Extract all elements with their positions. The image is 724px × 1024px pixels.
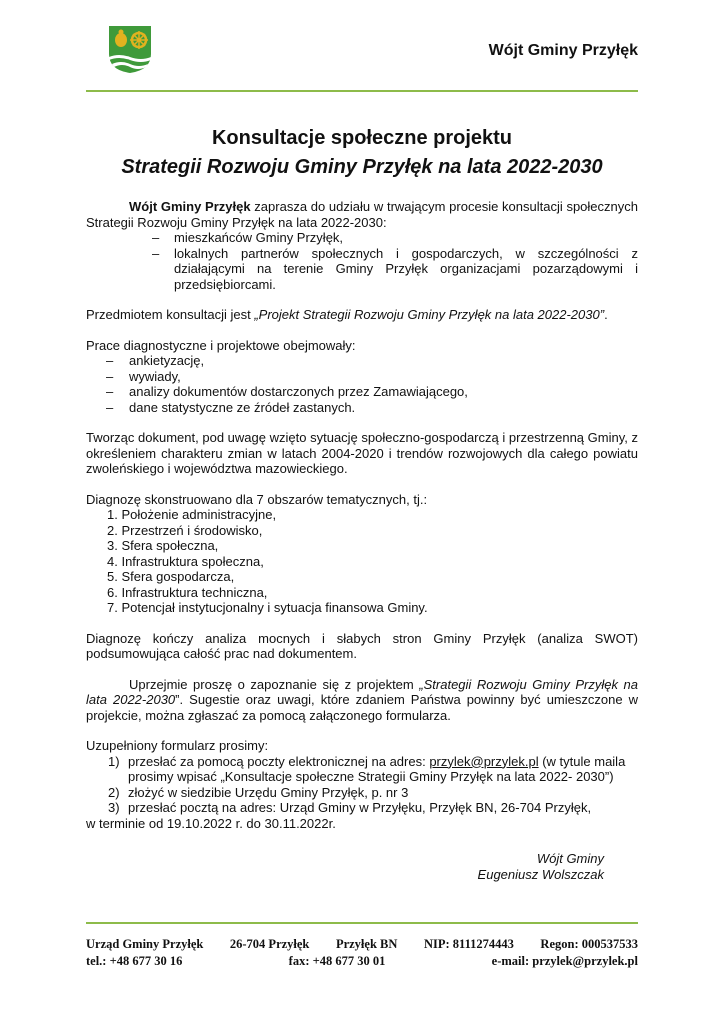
- subject-prefix: Przedmiotem konsultacji jest: [86, 307, 255, 322]
- diagnostics-lead: Prace diagnostyczne i projektowe obejmowały:: [86, 337, 356, 353]
- document-title: [86, 124, 638, 182]
- intro-bold: Wójt Gminy Przyłęk: [129, 199, 251, 214]
- item-number: 2): [108, 784, 120, 800]
- list-item: [86, 800, 638, 816]
- footer-fax: fax: +48 677 30 01: [288, 954, 386, 968]
- list-item: 5. Sfera gospodarcza,: [107, 569, 235, 584]
- item-text: przesłać za pomocą poczty elektronicznej na adres:: [128, 753, 430, 769]
- areas-list: [86, 507, 638, 616]
- header-divider: [86, 90, 638, 92]
- item-text: przesłać pocztą na adres: Urząd Gminy w Przyłęku, Przyłęk BN, 26-704 Przyłęk,: [128, 800, 592, 815]
- footer: [86, 936, 638, 970]
- list-item: 3. Sfera społeczna,: [107, 538, 219, 553]
- list-item: – analizy dokumentów dostarczonych przez Zamawiającego,: [86, 384, 638, 400]
- coat-of-arms-icon: [107, 24, 153, 74]
- item-number: 1): [108, 753, 120, 769]
- swot-paragraph: Diagnozę kończy analiza mocnych i słabych stron Gminy Przyłęk (analiza SWOT) podsumowująca całość prac nad dokumentem.: [86, 630, 638, 661]
- list-item: – wywiady,: [86, 369, 638, 385]
- intro-paragraph: [86, 199, 638, 230]
- subject-paragraph: [86, 307, 638, 323]
- intro-list: [86, 230, 638, 292]
- intro-text: zaprasza do udziału w trwającym procesie konsultacji społecznych Strategii Rozwoju Gminy Przyłęk na lata 2022-2030:: [86, 199, 638, 230]
- form-list: [86, 754, 638, 816]
- footer-office: Urząd Gminy Przyłęk: [86, 937, 204, 951]
- list-item: – lokalnych partnerów społecznych i gospodarczych, w szczególności z działającymi na terenie Gminy Przyłęk organizacjami pozarządowymi i przedsiębiorcami.: [86, 246, 638, 293]
- footer-postcode: 26-704 Przyłęk: [229, 937, 310, 951]
- item-text-suffix: (w tytule maila prosimy wpisać „Konsultacje społeczne Strategii Gminy Przyłęk na lata 2022- 2030”): [128, 753, 626, 784]
- invitation-italic: „Strategii Rozwoju Gminy Przyłęk na lata 2022-2030: [86, 676, 638, 707]
- signature: [478, 851, 604, 883]
- list-item: – mieszkańców Gminy Przyłęk,: [86, 230, 638, 246]
- subject-suffix: .: [604, 307, 608, 322]
- footer-regon: Regon: 000537533: [540, 937, 638, 951]
- areas-lead: Diagnozę skonstruowano dla 7 obszarów tematycznych, tj.:: [86, 491, 428, 507]
- footer-tel: tel.: +48 677 30 16: [86, 954, 183, 968]
- title-line-2: Strategii Rozwoju Gminy Przyłęk na lata 2022-2030: [121, 156, 603, 178]
- title-line-1: Konsultacje społeczne projektu: [211, 127, 513, 149]
- list-item: 2. Przestrzeń i środowisko,: [107, 522, 263, 538]
- invitation-paragraph: [86, 677, 638, 724]
- list-item: 6. Infrastruktura techniczna,: [107, 584, 268, 600]
- list-item: [86, 754, 638, 785]
- form-lead: Uzupełniony formularz prosimy:: [86, 738, 269, 753]
- footer-row-1: [86, 936, 638, 953]
- subject-italic: „Projekt Strategii Rozwoju Gminy Przyłęk na lata 2022-2030”: [254, 307, 605, 322]
- list-item: 7. Potencjał instytucjonalny i sytuacja finansowa Gminy.: [107, 600, 428, 615]
- invitation-suffix: ”. Sugestie oraz uwagi, które zdaniem Państwa powinny być umieszczone w projekcie, można zgłaszać za pomocą załączonego formularza.: [86, 692, 638, 723]
- list-item: – dane statystyczne ze źródeł zastanych.: [86, 400, 638, 416]
- footer-row-2: [86, 953, 638, 970]
- diagnostics-list: [86, 353, 638, 415]
- context-paragraph: Tworząc dokument, pod uwagę wzięto sytuację społeczno-gospodarczą i przestrzenną Gminy, z określeniem charakteru zmian w latach 2004-2020 i trendów rozwojowych dla całego powiatu zwoleńskiego i województwa mazowieckiego.: [86, 430, 638, 476]
- signature-role: Wójt Gminy: [536, 851, 604, 866]
- deadline-text: w terminie od 19.10.2022 r. do 30.11.2022r.: [86, 815, 336, 831]
- item-text: złożyć w siedzibie Urzędu Gminy Przyłęk, p. nr 3: [128, 784, 409, 800]
- list-item: 4. Infrastruktura społeczna,: [107, 553, 264, 569]
- list-item: – ankietyzację,: [86, 353, 638, 369]
- list-item: 1. Położenie administracyjne,: [107, 507, 277, 522]
- invitation-prefix: Uprzejmie proszę o zapoznanie się z projektem: [129, 676, 420, 692]
- item-number: 3): [108, 800, 120, 815]
- footer-nip: NIP: 8111274443: [423, 937, 514, 951]
- email-link[interactable]: przylek@przylek.pl: [429, 753, 539, 769]
- document-body: [86, 199, 638, 831]
- header-authority: Wójt Gminy Przyłęk: [488, 42, 638, 59]
- signature-name: Eugeniusz Wolszczak: [477, 867, 604, 882]
- list-item: [86, 785, 638, 801]
- footer-divider: [86, 922, 638, 924]
- footer-address: Przyłęk BN: [335, 937, 398, 951]
- footer-email: e-mail: przylek@przylek.pl: [491, 954, 638, 968]
